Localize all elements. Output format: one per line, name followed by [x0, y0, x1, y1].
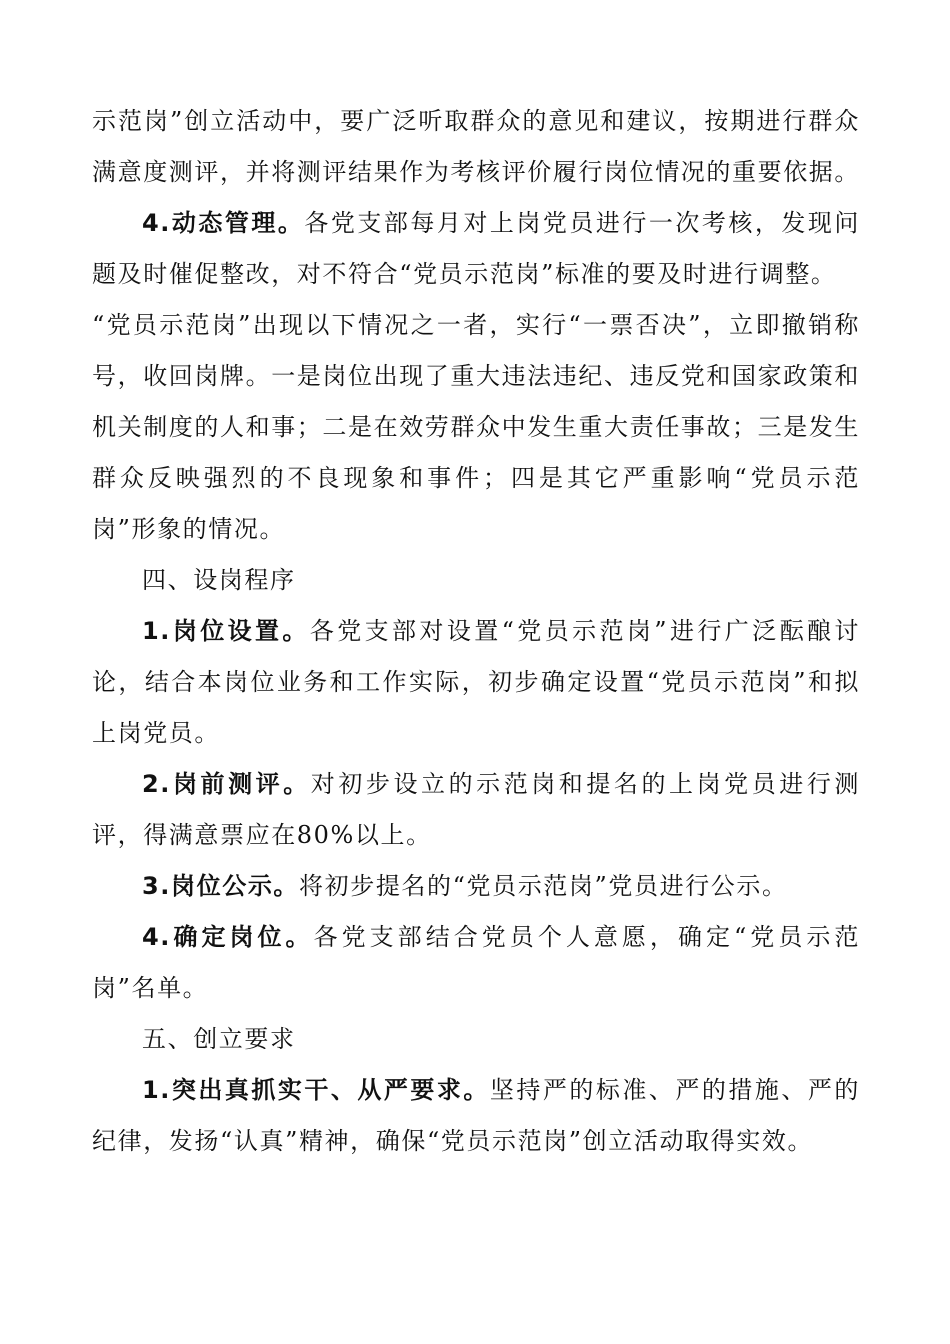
- paragraph-lead: 1.岗位设置。: [142, 617, 310, 645]
- paragraph-lead: 3.岗位公示。: [142, 872, 300, 900]
- paragraph-strict-requirements: [92, 1065, 860, 1167]
- document-page: [92, 96, 860, 1167]
- paragraph-publicity: [92, 861, 860, 912]
- paragraph-text: “党员示范岗”出现以下情况之一者，实行“一票否决”，立即撤销称号，收回岗牌。一是岗位出现了重大违法违纪、违反党和国家政策和机关制度的人和事；二是在效劳群众中发生重大责任事故；三是发生群众反映强烈的不良现象和事件；四是其它严重影响“党员示范岗”形象的情况。: [92, 311, 860, 543]
- paragraph-text: 各党支部每月对上岗党员进行一次考核，发现问题及时催促整改，对不符合“党员示范岗”标准的要及时进行调整。: [92, 209, 860, 288]
- paragraph-confirm-post: [92, 912, 860, 1014]
- paragraph-pre-evaluation: [92, 759, 860, 861]
- paragraph-text: 各党支部对设置“党员示范岗”进行广泛酝酿讨论，结合本岗位业务和工作实际，初步确定设置“党员示范岗”和拟上岗党员。: [92, 617, 860, 747]
- paragraph-post-setup: [92, 606, 860, 759]
- paragraph-veto-rules: [92, 300, 860, 555]
- paragraph-text: 对初步设立的示范岗和提名的上岗党员进行测评，得满意票应在80%以上。: [92, 770, 860, 849]
- paragraph-text: 坚持严的标准、严的措施、严的纪律，发扬“认真”精神，确保“党员示范岗”创立活动取得实效。: [92, 1076, 860, 1155]
- paragraph-text: 示范岗”创立活动中，要广泛听取群众的意见和建议，按期进行群众满意度测评，并将测评结果作为考核评价履行岗位情况的重要依据。: [92, 107, 860, 186]
- paragraph-lead: 4.动态管理。: [142, 209, 305, 237]
- section-heading-procedure: 四、设岗程序: [142, 566, 296, 594]
- paragraph-continuation: [92, 96, 860, 198]
- section-heading-requirements: 五、创立要求: [142, 1025, 296, 1053]
- paragraph-lead: 4.确定岗位。: [142, 923, 314, 951]
- paragraph-text: 各党支部结合党员个人意愿，确定“党员示范岗”名单。: [92, 923, 860, 1002]
- paragraph-dynamic-management: [92, 198, 860, 300]
- paragraph-lead: 2.岗前测评。: [142, 770, 311, 798]
- paragraph-text: 将初步提名的“党员示范岗”党员进行公示。: [299, 872, 788, 900]
- paragraph-lead: 1.突出真抓实干、从严要求。: [142, 1076, 490, 1104]
